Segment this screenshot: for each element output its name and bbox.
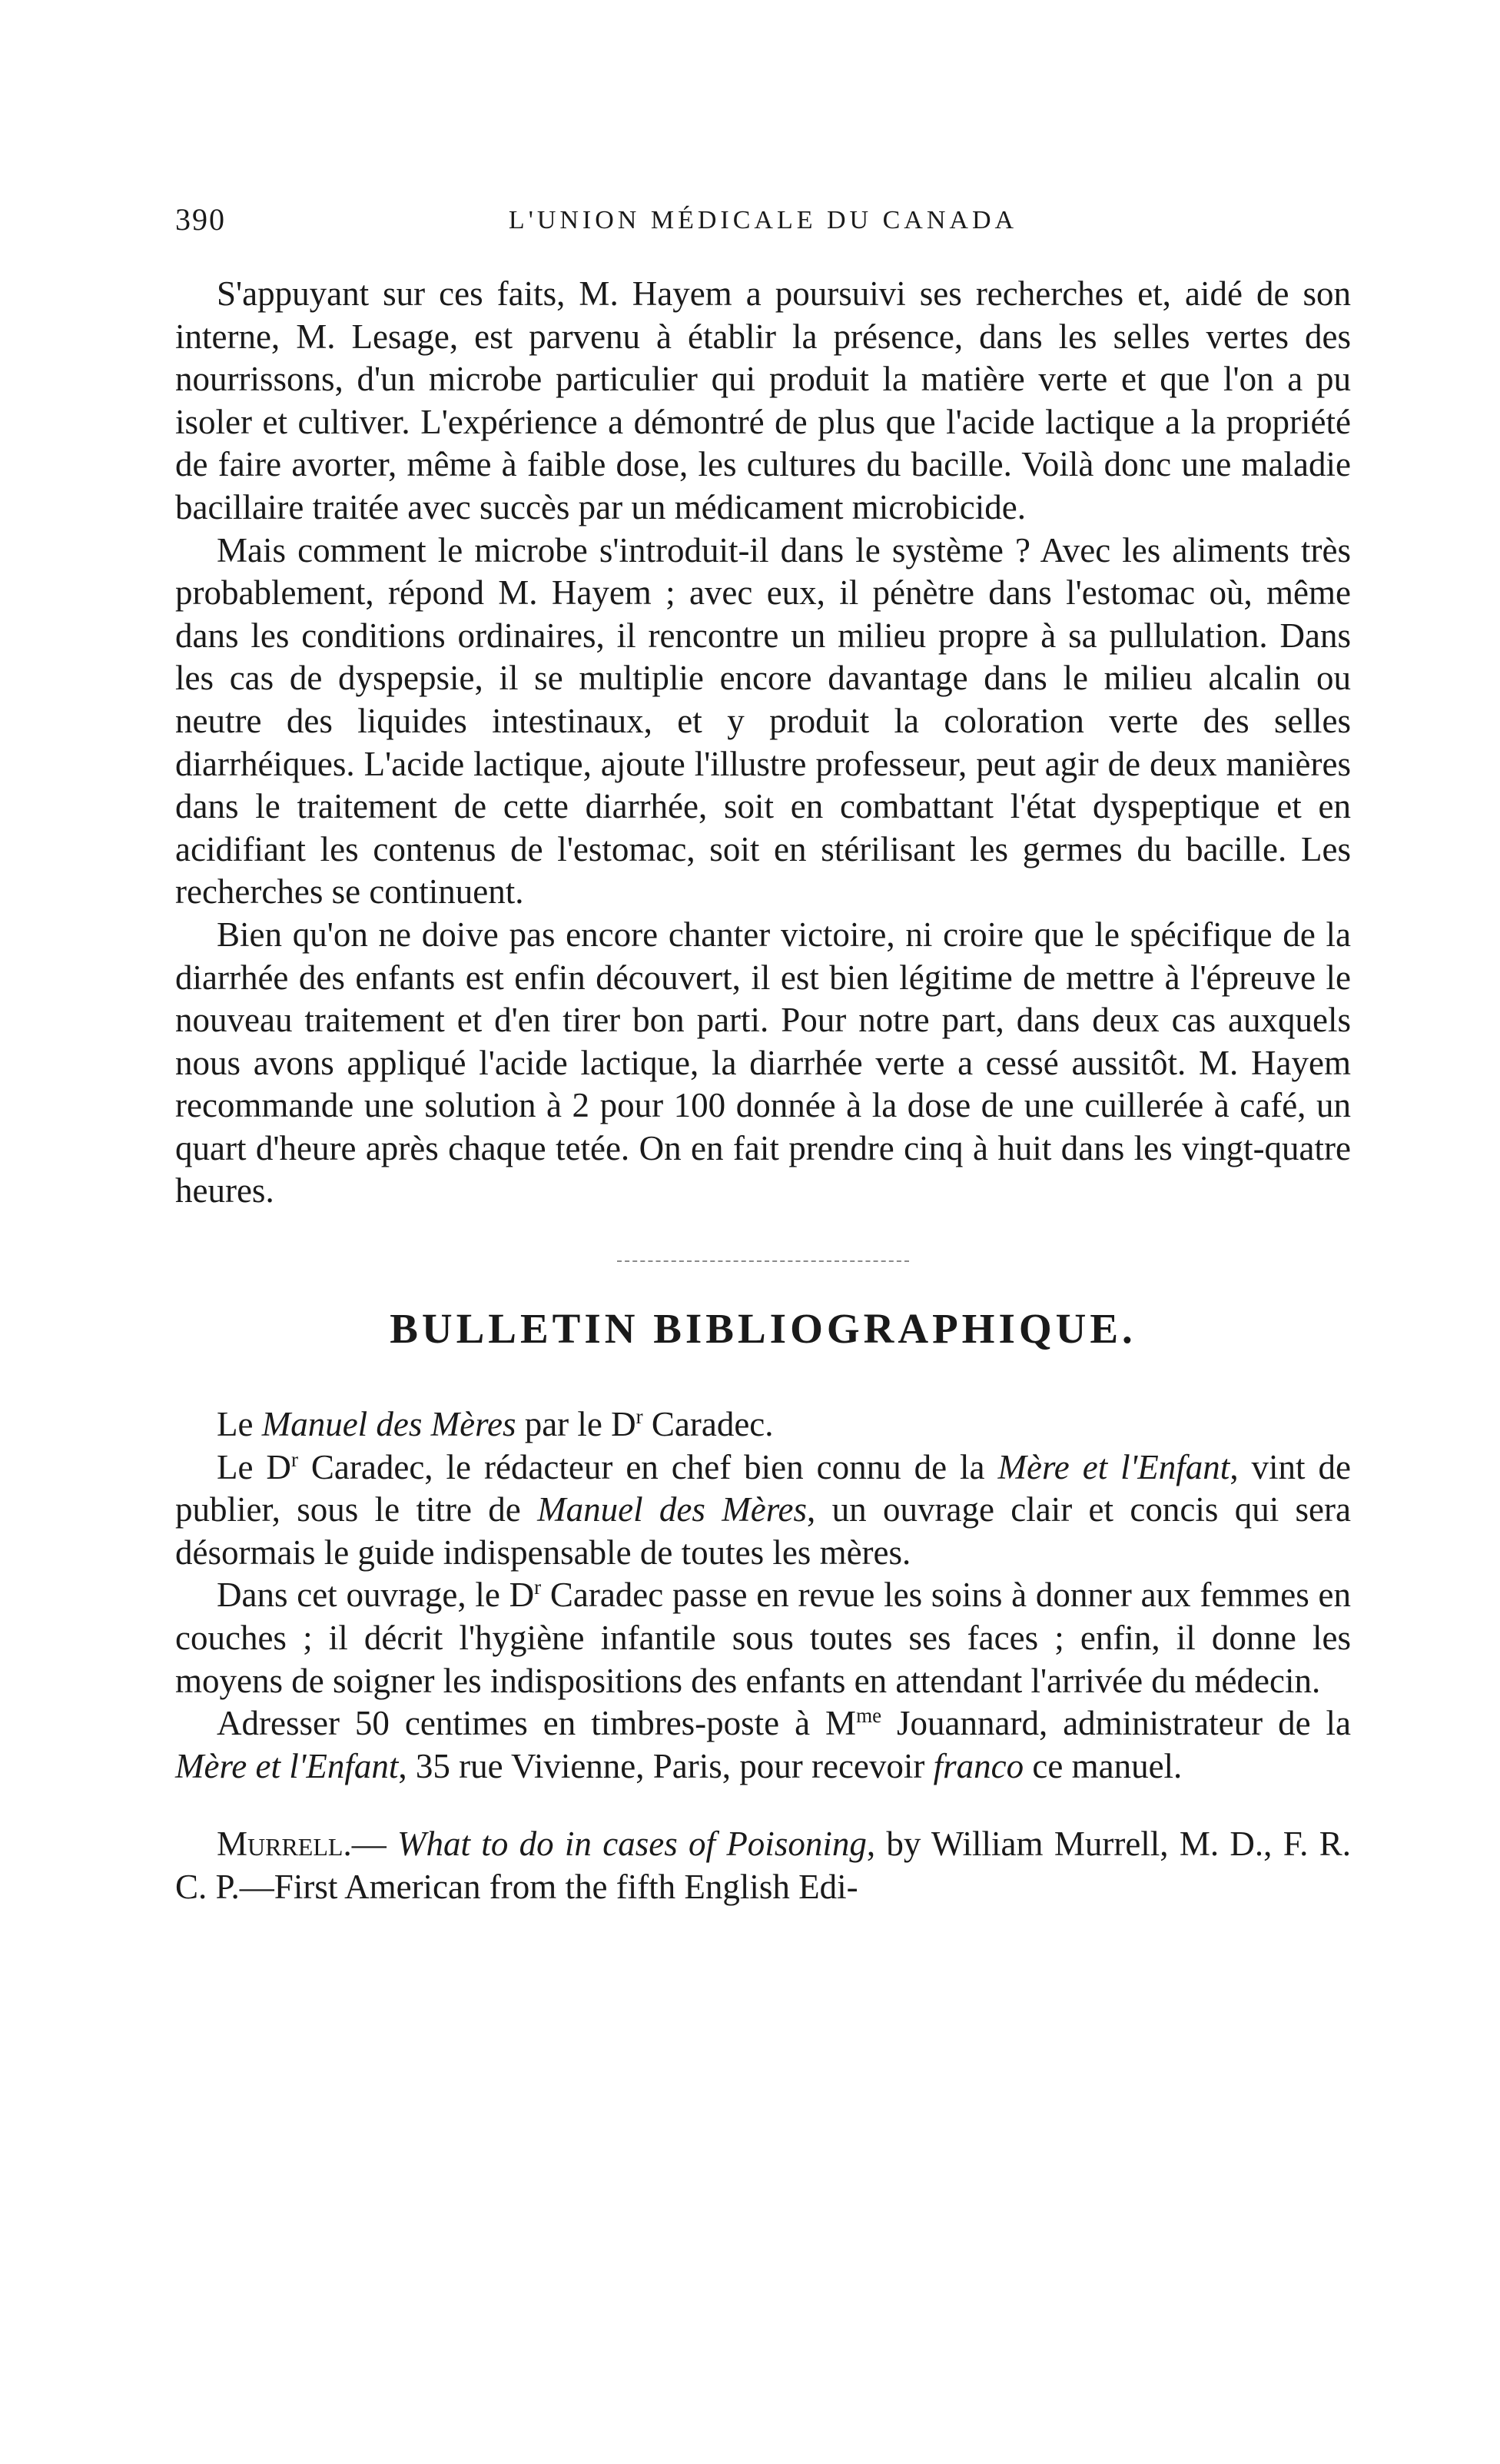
book-title: Manuel des Mères — [537, 1490, 808, 1529]
journal-title: Mère et l'Enfant — [997, 1447, 1230, 1486]
page-number: 390 — [175, 202, 226, 237]
book-entry-heading: Le Manuel des Mères par le $D^r$ Caradec. — [217, 1405, 774, 1444]
page-header — [175, 201, 1351, 247]
section-title: BULLETIN BIBLIOGRAPHIQUE. — [390, 1305, 1137, 1353]
section-divider — [617, 1260, 909, 1262]
franco-word: franco — [933, 1746, 1024, 1785]
running-head: L'UNION MÉDICALE DU CANADA — [508, 206, 1018, 234]
author-name: Murrell. — [217, 1825, 352, 1864]
book-entry-murrell: Murrell.— What to do in cases of Poisoning, by William Murrell, M. D., F. R. C. P.—First American from the fifth English Edi- — [175, 1825, 1351, 1906]
book-title: What to do in cases of Poisoning — [397, 1825, 867, 1864]
book-review-paragraph-1: Le $D^r$ Caradec, le rédacteur en chef bien connu de la Mère et l'Enfant, vint de publier, sous le titre de Manuel des Mères, un ouvrage clair et concis qui sera désormais le guide indispensable de toutes les mères. — [175, 1447, 1351, 1572]
book-review-paragraph-2: Dans cet ouvrage, le $D^r$ Caradec passe en revue les soins à donner aux femmes en couches ; il décrit l'hygiène infantile sous toutes ses faces ; enfin, il donne les moyens de soigner les indispositions des enfants en attendant l'arrivée du médecin. — [175, 1576, 1352, 1700]
book-review-paragraph-3: Adresser 50 centimes en timbres-poste à $M^{me}$ Jouannard, administrateur de la Mère et l'Enfant, 35 rue Vivienne, Paris, pour recevoir franco ce manuel. — [175, 1704, 1351, 1785]
page-body — [175, 273, 1351, 1909]
article-paragraph-1: S'appuyant sur ces faits, M. Hayem a poursuivi ses recherches et, aidé de son interne, M. Lesage, est parvenu à établir la présence, dans les selles vertes des nourrissons, d'un microbe particulier qui produit la matière verte et que l'on a pu isoler et cultiver. L'expérience a démontré de plus que l'acide lactique a la propriété de faire avorter, même à faible dose, les cultures du bacille. Voilà donc une maladie bacillaire traitée avec succès par un médicament microbicide. — [175, 274, 1351, 526]
article-paragraph-3: Bien qu'on ne doive pas encore chanter victoire, ni croire que le spécifique de la diarrhée des enfants est enfin découvert, il est bien légitime de mettre à l'épreuve le nouveau traitement et d'en tirer bon parti. Pour notre part, dans deux cas auxquels nous avons appliqué l'acide lactique, la diarrhée verte a cessé aussitôt. M. Hayem recommande une solution à 2 pour 100 donnée à la dose de une cuillerée à café, un quart d'heure après chaque tetée. On en fait prendre cinq à huit dans les vingt-quatre heures. — [175, 915, 1351, 1210]
article-paragraph-2: Mais comment le microbe s'introduit-il dans le système ? Avec les aliments très probablement, répond M. Hayem ; avec eux, il pénètre dans l'estomac où, même dans les conditions ordinaires, il rencontre un milieu propre à sa pullulation. Dans les cas de dyspepsie, il se multiplie encore davantage dans le milieu alcalin ou neutre des liquides intestinaux, et y produit la coloration verte des selles diarrhéiques. L'acide lactique, ajoute l'illustre professeur, peut agir de deux manières dans le traitement de cette diarrhée, soit en combattant l'état dyspeptique et en acidifiant les contenus de l'estomac, soit en stérilisant les germes du bacille. Les recherches se continuent. — [175, 530, 1351, 912]
book-title: Manuel des Mères — [261, 1405, 516, 1444]
journal-title: Mère et l'Enfant — [175, 1746, 399, 1785]
